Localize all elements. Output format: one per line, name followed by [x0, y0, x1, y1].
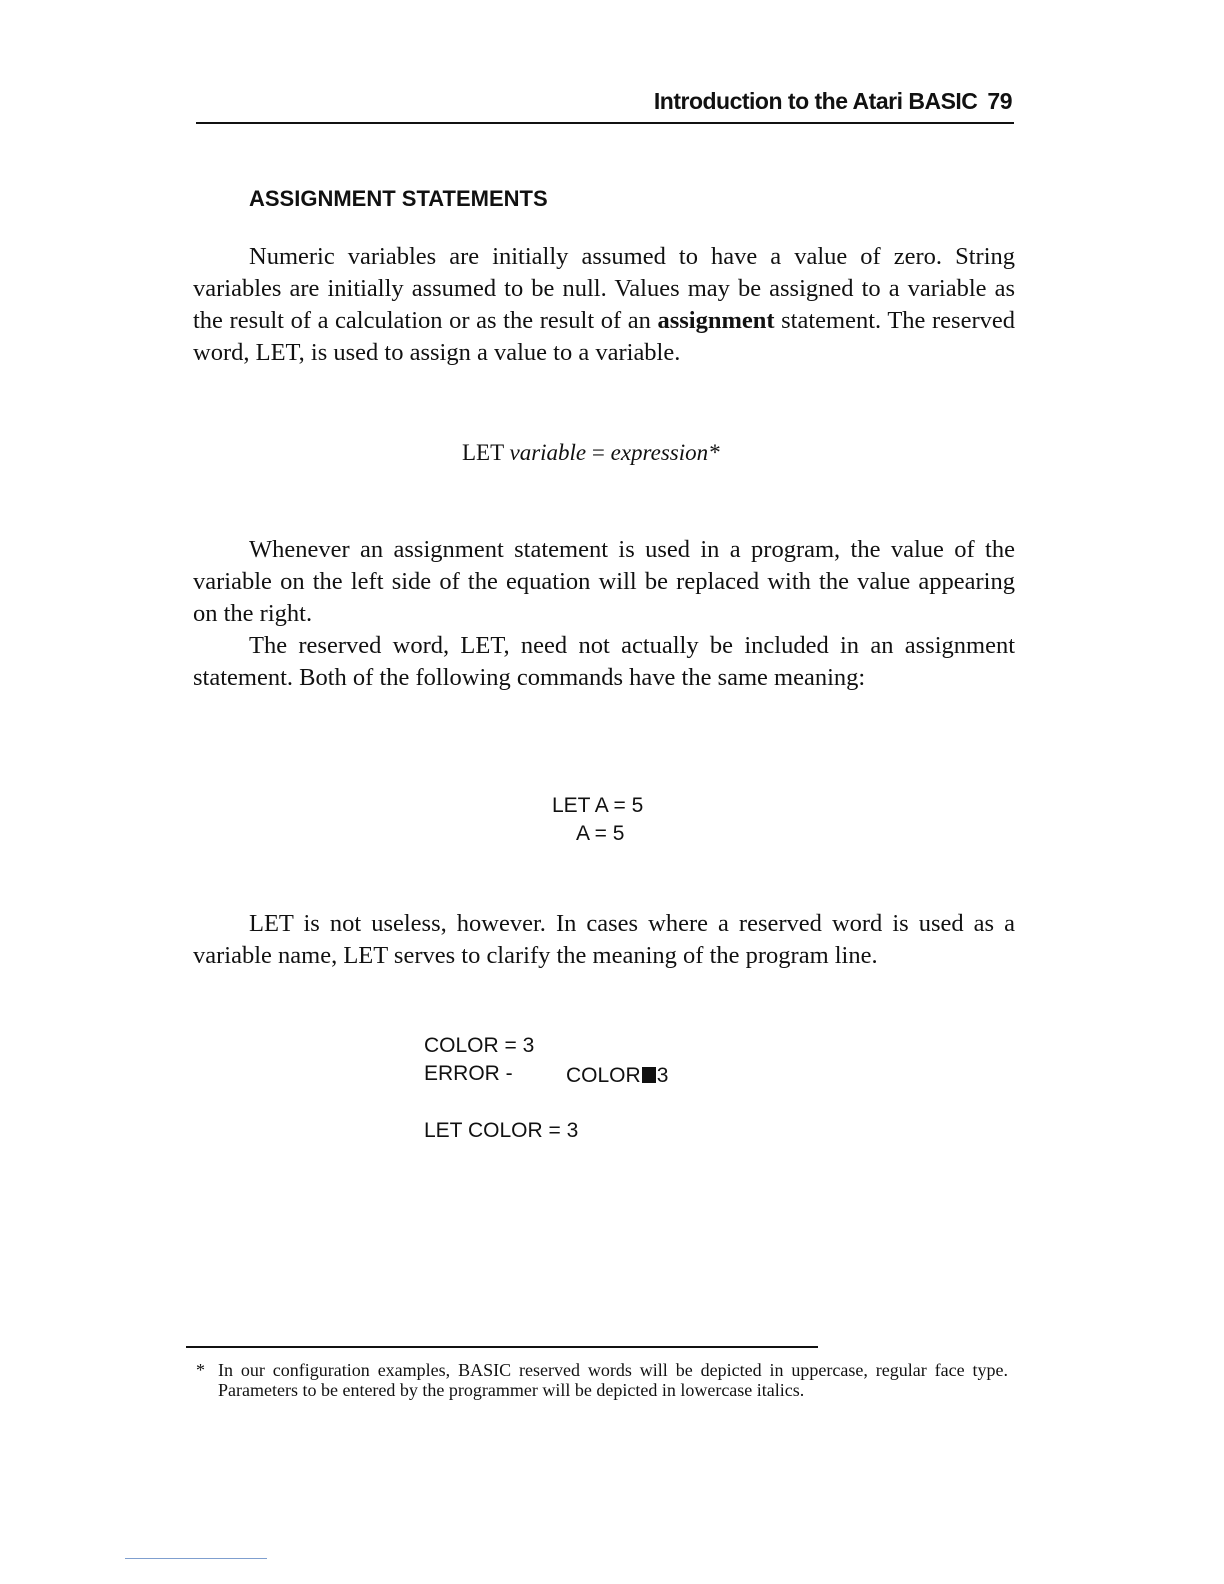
- paragraph-intro-bold: assignment: [657, 307, 775, 334]
- syntax-line: [462, 440, 720, 466]
- example1-line2: A = 5: [576, 822, 625, 845]
- example2-error-code: [566, 1064, 668, 1088]
- page-number: 79: [987, 88, 1012, 114]
- paragraph-intro: [193, 241, 1015, 369]
- paragraph-let-useful-text: LET is not useless, however. In cases where a reserved word is used as a variable name, LET serves to clarify the meaning of the program line.: [193, 910, 1015, 969]
- footnote-text: In our configuration examples, BASIC reserved words will be depicted in uppercase, regular face type. Parameters to be entered by the programmer will be depicted in lowercase italics.: [218, 1360, 1008, 1400]
- paragraph-let-optional-text: The reserved word, LET, need not actually be included in an assignment statement. Both of the following commands have the same meaning:: [193, 632, 1015, 691]
- header-title: Introduction to the Atari BASIC: [653, 88, 978, 114]
- syntax-param-variable: variable: [509, 440, 587, 465]
- syntax-keyword: LET: [462, 440, 504, 465]
- header-title-line: [654, 88, 1012, 115]
- example2-error-label: ERROR -: [424, 1062, 513, 1085]
- paragraph-intro-text-1: Numeric variables are initially assumed to have a value of zero. String variables are initially assumed to be null. Values may be assigned to a variable as the result of a calculation or as the result of an: [193, 243, 1015, 334]
- example2-error-code-suffix: 3: [656, 1064, 669, 1087]
- cursor-block-icon: [642, 1067, 656, 1083]
- example2-line1: COLOR = 3: [424, 1034, 535, 1057]
- paragraph-let-useful: [193, 908, 1015, 972]
- syntax-equals: =: [591, 440, 605, 465]
- example1-line1: LET A = 5: [552, 794, 644, 817]
- syntax-param-expression: expression*: [610, 440, 720, 465]
- footnote-divider: [186, 1346, 818, 1348]
- section-heading: ASSIGNMENT STATEMENTS: [249, 186, 548, 211]
- bottom-edge-line: [125, 1558, 267, 1559]
- paragraph-assignment: [193, 534, 1015, 630]
- paragraph-intro-text-2: statement. The reserved word, LET, is used to assign a value to a variable.: [193, 307, 1015, 366]
- paragraph-let-optional: [193, 630, 1015, 694]
- running-header: [196, 84, 1014, 124]
- paragraph-assignment-text: Whenever an assignment statement is used in a program, the value of the variable on the left side of the equation will be replaced with the value appearing on the right.: [193, 536, 1015, 627]
- footnote: [198, 1360, 1008, 1400]
- example2-error-code-prefix: COLOR: [566, 1064, 641, 1087]
- example2-line3: LET COLOR = 3: [424, 1119, 579, 1142]
- footnote-marker: *: [196, 1360, 205, 1380]
